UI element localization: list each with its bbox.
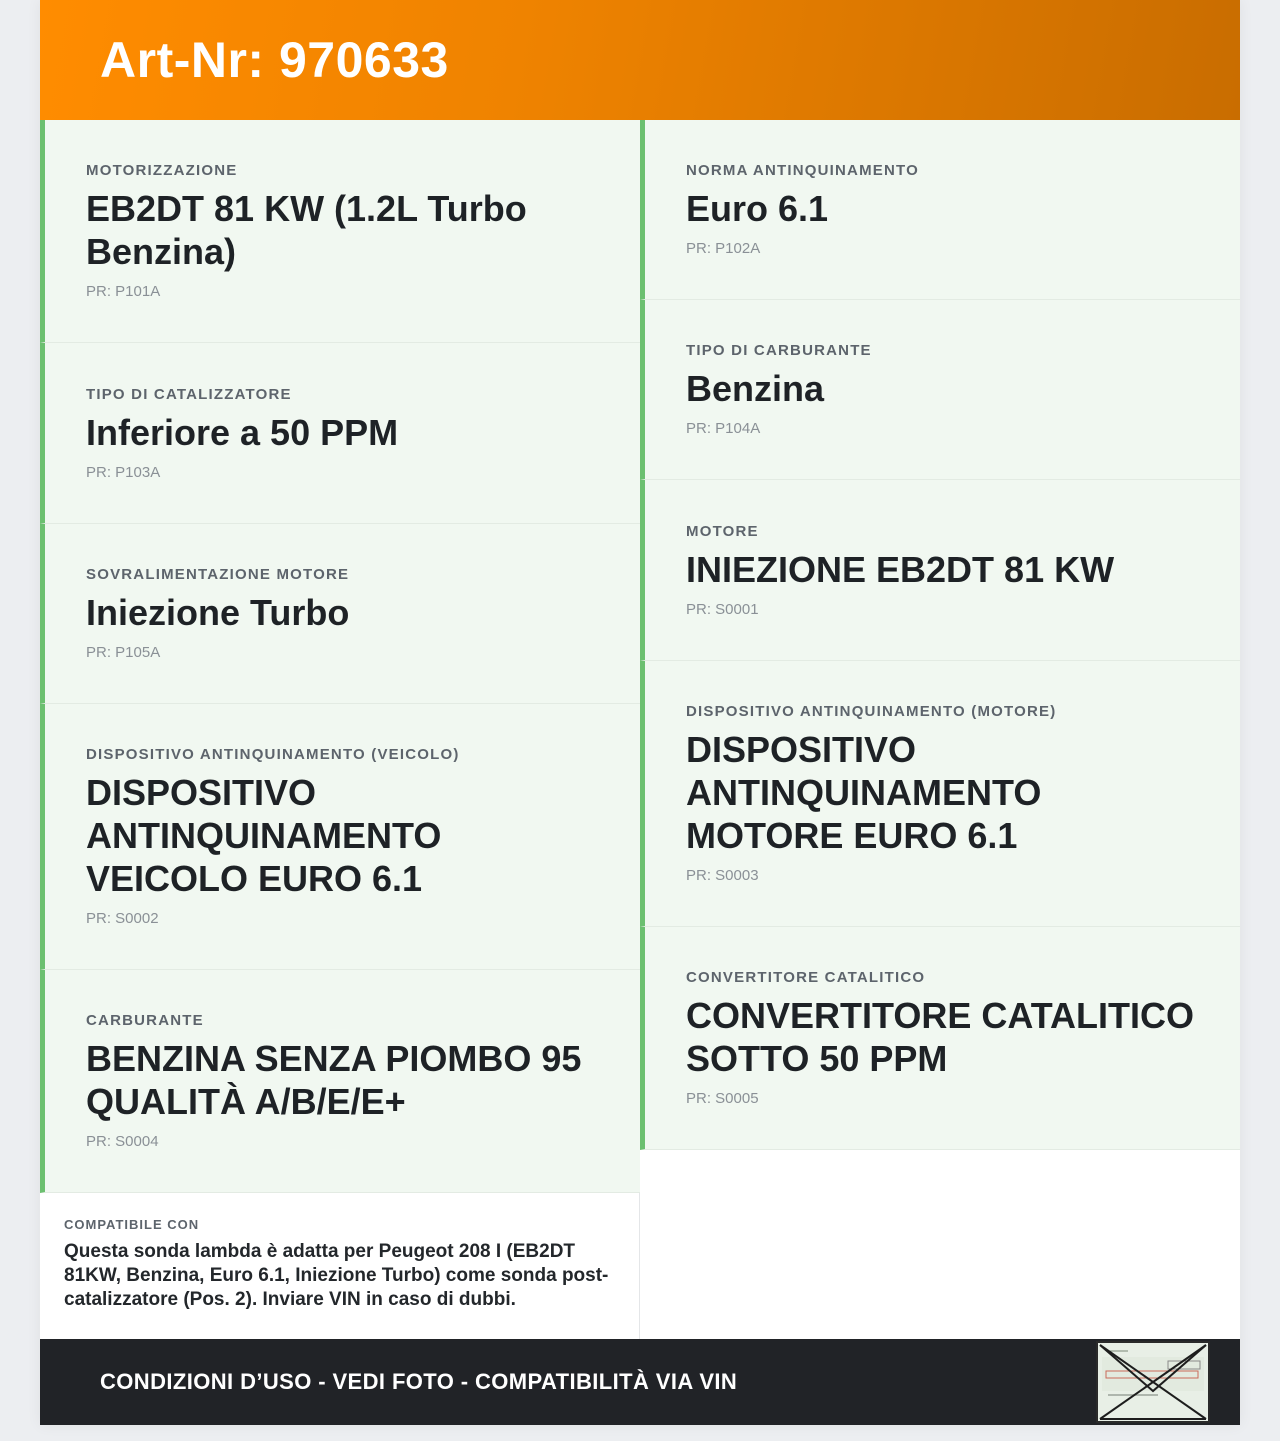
- spec-cell: [640, 661, 1240, 927]
- spec-value: INIEZIONE EB2DT 81 KW: [686, 548, 1115, 590]
- footer-text: CONDIZIONI D’USO - VEDI FOTO - COMPATIBILITÀ VIA VIN: [100, 1369, 738, 1394]
- spec-value: BENZINA SENZA PIOMBO 95 QUALITÀ A/B/E/E+: [86, 1038, 582, 1122]
- spec-code: PR: S0002: [86, 910, 159, 927]
- spec-cell: [640, 927, 1240, 1150]
- product-sheet: [40, 0, 1240, 1425]
- spec-cell: [40, 120, 640, 343]
- spec-label: DISPOSITIVO ANTINQUINAMENTO (VEICOLO): [86, 746, 460, 763]
- spec-label: TIPO DI CARBURANTE: [686, 342, 872, 359]
- compatibility-label: COMPATIBILE CON: [64, 1217, 200, 1232]
- spec-code: PR: S0005: [686, 1090, 759, 1107]
- spec-value: Euro 6.1: [686, 188, 829, 229]
- spec-cell: [640, 300, 1240, 480]
- spec-cell: [40, 970, 640, 1193]
- spec-label: CARBURANTE: [86, 1012, 204, 1029]
- spec-label: NORMA ANTINQUINAMENTO: [686, 162, 919, 179]
- spec-value: CONVERTITORE CATALITICO SOTTO 50 PPM: [686, 995, 1194, 1079]
- spec-code: PR: P105A: [86, 644, 161, 661]
- spec-label: DISPOSITIVO ANTINQUINAMENTO (MOTORE): [686, 703, 1057, 720]
- spec-label: SOVRALIMENTAZIONE MOTORE: [86, 566, 350, 583]
- article-number-title: Art-Nr: 970633: [100, 32, 449, 88]
- spec-code: PR: P104A: [686, 420, 761, 437]
- compatibility-box: [40, 1193, 640, 1339]
- spec-cell: [40, 343, 640, 524]
- compatibility-text: Questa sonda lambda è adatta per Peugeot 208 I (EB2DT 81KW, Benzina, Euro 6.1, Iniezione Turbo) come sonda post-catalizzatore (Pos. 2). Inviare VIN in caso di dubbi.: [64, 1241, 609, 1310]
- spec-column-right: [640, 120, 1240, 1150]
- footer-bar: [40, 1339, 1240, 1425]
- spec-code: PR: P101A: [86, 283, 161, 300]
- spec-label: MOTORIZZAZIONE: [86, 162, 238, 179]
- spec-value: DISPOSITIVO ANTINQUINAMENTO MOTORE EURO 6.1: [686, 729, 1042, 856]
- spec-value: Iniezione Turbo: [86, 592, 350, 633]
- spec-code: PR: P102A: [686, 240, 761, 257]
- spec-code: PR: S0004: [86, 1133, 159, 1150]
- envelope-photo-icon: [1098, 1343, 1208, 1421]
- spec-cell: [40, 524, 640, 704]
- spec-value: EB2DT 81 KW (1.2L Turbo Benzina): [86, 188, 527, 272]
- spec-value: Benzina: [686, 368, 825, 409]
- spec-column-left: [40, 120, 640, 1193]
- spec-label: MOTORE: [686, 522, 759, 540]
- spec-label: CONVERTITORE CATALITICO: [686, 969, 926, 986]
- spec-label: TIPO DI CATALIZZATORE: [86, 385, 292, 403]
- spec-cell: [40, 704, 640, 970]
- spec-cell: [640, 120, 1240, 300]
- spec-value: DISPOSITIVO ANTINQUINAMENTO VEICOLO EURO 6.1: [86, 772, 442, 899]
- spec-code: PR: S0003: [686, 867, 759, 884]
- spec-cell: [640, 480, 1240, 661]
- header-bar: [40, 0, 1240, 120]
- spec-code: PR: S0001: [686, 600, 759, 618]
- product-photo-thumbnail[interactable]: [1096, 1341, 1210, 1423]
- spec-value: Inferiore a 50 PPM: [86, 411, 399, 453]
- spec-code: PR: P103A: [86, 463, 161, 481]
